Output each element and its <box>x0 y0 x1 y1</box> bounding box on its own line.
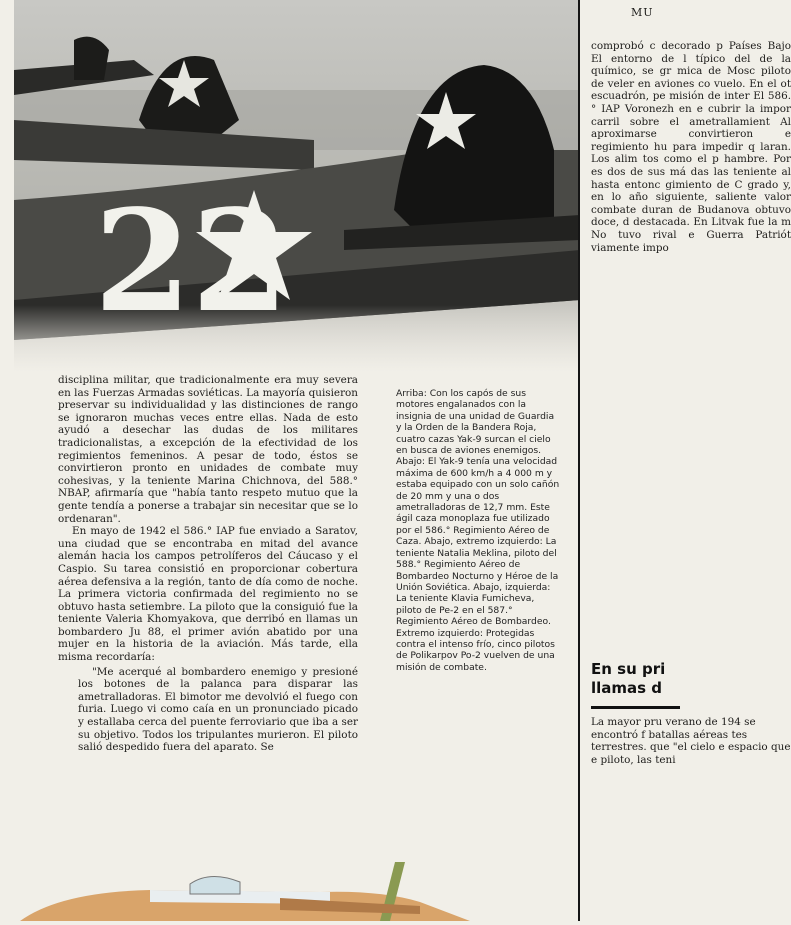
running-head: MU <box>631 6 654 19</box>
photo-caption: Arriba: Con los capós de sus motores engalanados con la insignia de una unidad de Guardia y la Orden de la Bandera Roja, cuatro cazas Yak-9 surcan el cielo en busca de aviones enemigos. Abajo: El Yak-9 tenía una velocidad máxima de 600 km/h a 4 000 m y estaba equipado con un solo cañón de 20 mm y una o dos ametralladoras de 12,7 mm. Este ágil caza monoplaza fue utilizado por el 586.° Regimiento Aéreo de Caza. Abajo, extremo izquierdo: La teniente Natalia Meklina, piloto del 588.° Regimiento Aéreo de Bombardeo Nocturno y Héroe de la Unión Soviética. Abajo, izquierda: La teniente Klavia Fumicheva, piloto de Pe-2 en el 587.° Regimiento Aéreo de Bombardeo. Extremo izquierdo: Protegidas contra el intenso frío, cinco pilotos de Polikarpov Po-2 vuelven de una misión de combate. <box>396 388 560 673</box>
subheading-rule <box>591 706 680 709</box>
main-article-column <box>58 374 358 754</box>
article-paragraph: En mayo de 1942 el 586.° IAP fue enviado a Saratov, una ciudad que se encontraba en mitad del avance alemán hacia los campos petrolíferos del Cáucaso y el Caspio. Su tarea consistió en proporcionar cobertura aérea defensiva a la región, tanto de día como de noche. La primera victoria confirmada del regimiento no se obtuvo hasta setiembre. La piloto que la consiguió fue la teniente Valeria Khomyakova, que derribó en llamas un bombardero Ju 88, el primer avión abatido por una mujer en la historia de la aviación. Más tarde, ella misma recordaría: <box>58 525 358 664</box>
column-divider <box>578 0 580 921</box>
article-paragraph: disciplina militar, que tradicionalmente era muy severa en las Fuerzas Armadas soviéticas. La mayoría quisieron preservar su individualidad y las distinciones de rango se ignoraron muchas veces entre ellas. Nada de esto ayudó a desechar las dudas de los militares tradicionalistas, a excepción de la efectividad de los regimientos femeninos. A pesar de todo, éstos se convirtieron pronto en unidades de combate muy cohesivas, y la teniente Marina Chichnova, del 588.° NBAP, afirmaría que "había tanto respeto mutuo que la gente tendía a ponerse a trabajar sin necesitar que se lo ordenaran". <box>58 374 358 525</box>
subheading-line: llamas d <box>591 679 663 697</box>
article-quote: "Me acerqué al bombardero enemigo y presioné los botones de la palanca para disparar las ametralladoras. El bimotor me devolvió el fuego con furia. Luego vi como caía en un pronunciado picado y estallaba cerca del puente ferroviario que iba a ser su objetivo. Todos los tripulantes murieron. El piloto salió despedido fuera del aparato. Se <box>78 665 358 754</box>
right-column-text: comprobó c decorado p Países Bajo El entorno de l típico del de la químico, se gr mica de Mosc piloto de veler en aviones co vuelo. En el ot escuadrón, pe misión de inter El 586.° IAP Voronezh en e cubrir la impor carril sobre el ametrallamient Al aproximarse convirtieron e regimiento hu para impedir q laran. Los alim tos como el p hambre. Por es dos de sus má das las teniente al hasta entonc gimiento de C grado y, en lo año siguiente, saliente valor combate duran de Budanova obtuvo doce, d destacada. En Litvak fue la m No tuvo rival e Guerra Patriót viamente impo <box>591 40 791 254</box>
right-column-bottom-text: La mayor pru verano de 194 se encontró f batallas aéreas tes terrestres. que "el cielo e espacio que e piloto, las teni <box>591 716 791 766</box>
yak9-formation-photo <box>14 0 580 372</box>
subheading-line: En su pri <box>591 660 666 678</box>
section-subheading <box>591 660 665 698</box>
aircraft-illustration <box>0 862 580 921</box>
